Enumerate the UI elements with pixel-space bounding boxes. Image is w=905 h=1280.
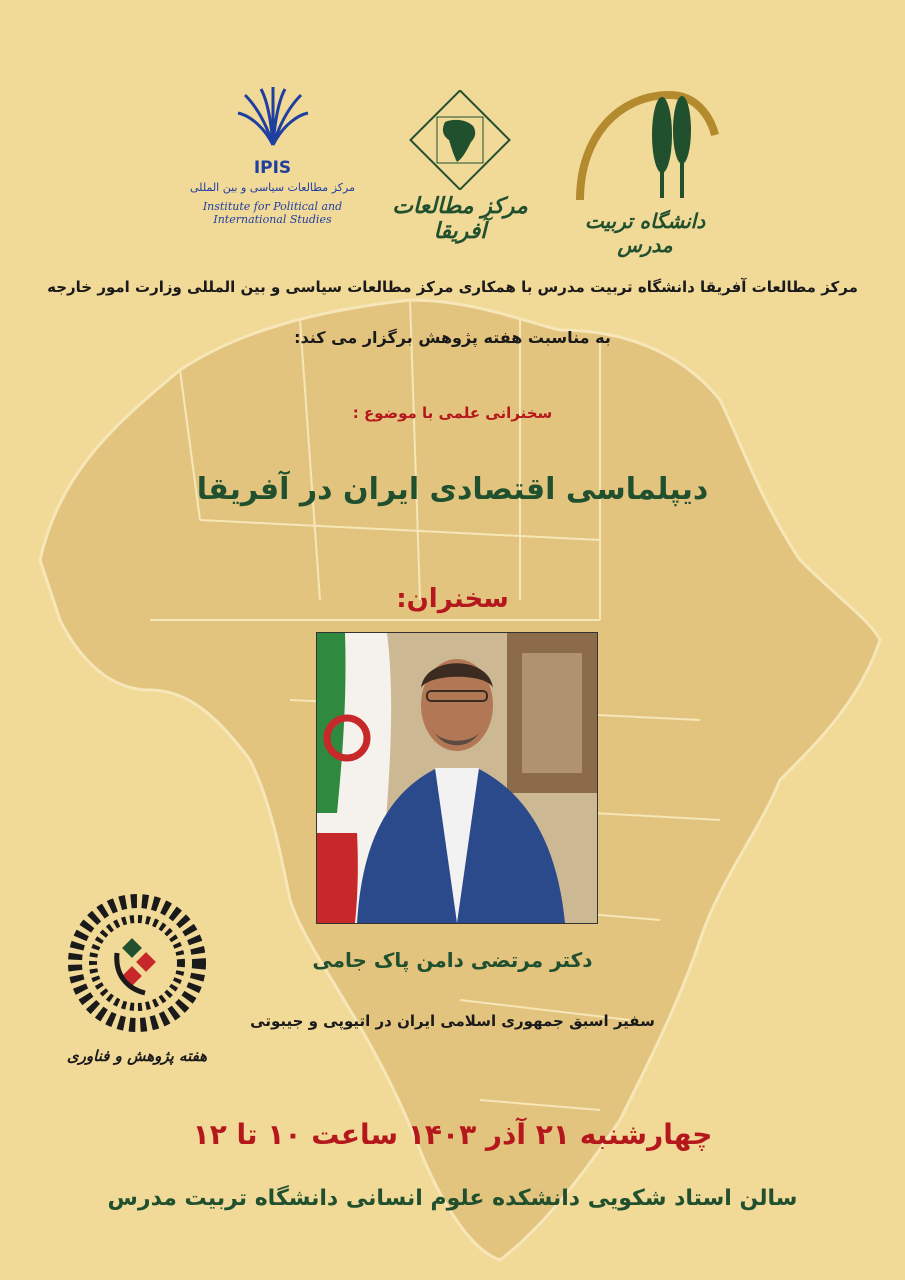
- speaker-name: دکتر مرتضی دامن پاک جامی: [312, 948, 593, 972]
- event-venue: سالن استاد شکویی دانشکده علوم انسانی دانشگاه تربیت مدرس: [107, 1186, 798, 1211]
- ipis-logo: [190, 85, 355, 250]
- university-trees-icon: [570, 75, 720, 205]
- event-date-time: چهارشنبه ۲۱ آذر ۱۴۰۳ ساعت ۱۰ تا ۱۲: [192, 1118, 713, 1151]
- university-logo: [565, 75, 725, 257]
- research-week-logo: [62, 893, 212, 1093]
- university-name: دانشگاه تربیت مدرس: [584, 209, 706, 257]
- ipis-palm-icon: [233, 85, 313, 155]
- africa-diamond-icon: [405, 90, 515, 190]
- ipis-en-line2: International Studies: [213, 213, 332, 226]
- lecture-title: دیپلماسی اقتصادی ایران در آفریقا: [196, 472, 709, 507]
- speakers-label: سخنران:: [396, 584, 509, 614]
- intro-line-2: به مناسبت هفته پژوهش برگزار می کند:: [294, 328, 611, 347]
- africa-center-logo: [375, 90, 545, 244]
- research-week-text: هفته پژوهش و فناوری: [66, 1047, 208, 1065]
- intro-line-1: مرکز مطالعات آفریقا دانشگاه تربیت مدرس با همکاری مرکز مطالعات سیاسی و بین المللی وزارت امور خارجه: [47, 278, 858, 296]
- subject-label: سخنرانی علمی با موضوع :: [352, 404, 553, 422]
- ipis-en-line1: Institute for Political and: [202, 200, 343, 213]
- speaker-photo: [316, 632, 598, 924]
- speaker-role: سفیر اسبق جمهوری اسلامی ایران در اتیوپی و جیبوتی: [250, 1012, 655, 1030]
- ipis-fa-name: مرکز مطالعات سیاسی و بین المللی: [190, 181, 355, 194]
- africa-center-name: مرکز مطالعات آفریقا: [392, 194, 528, 244]
- ipis-acronym: IPIS: [253, 158, 292, 178]
